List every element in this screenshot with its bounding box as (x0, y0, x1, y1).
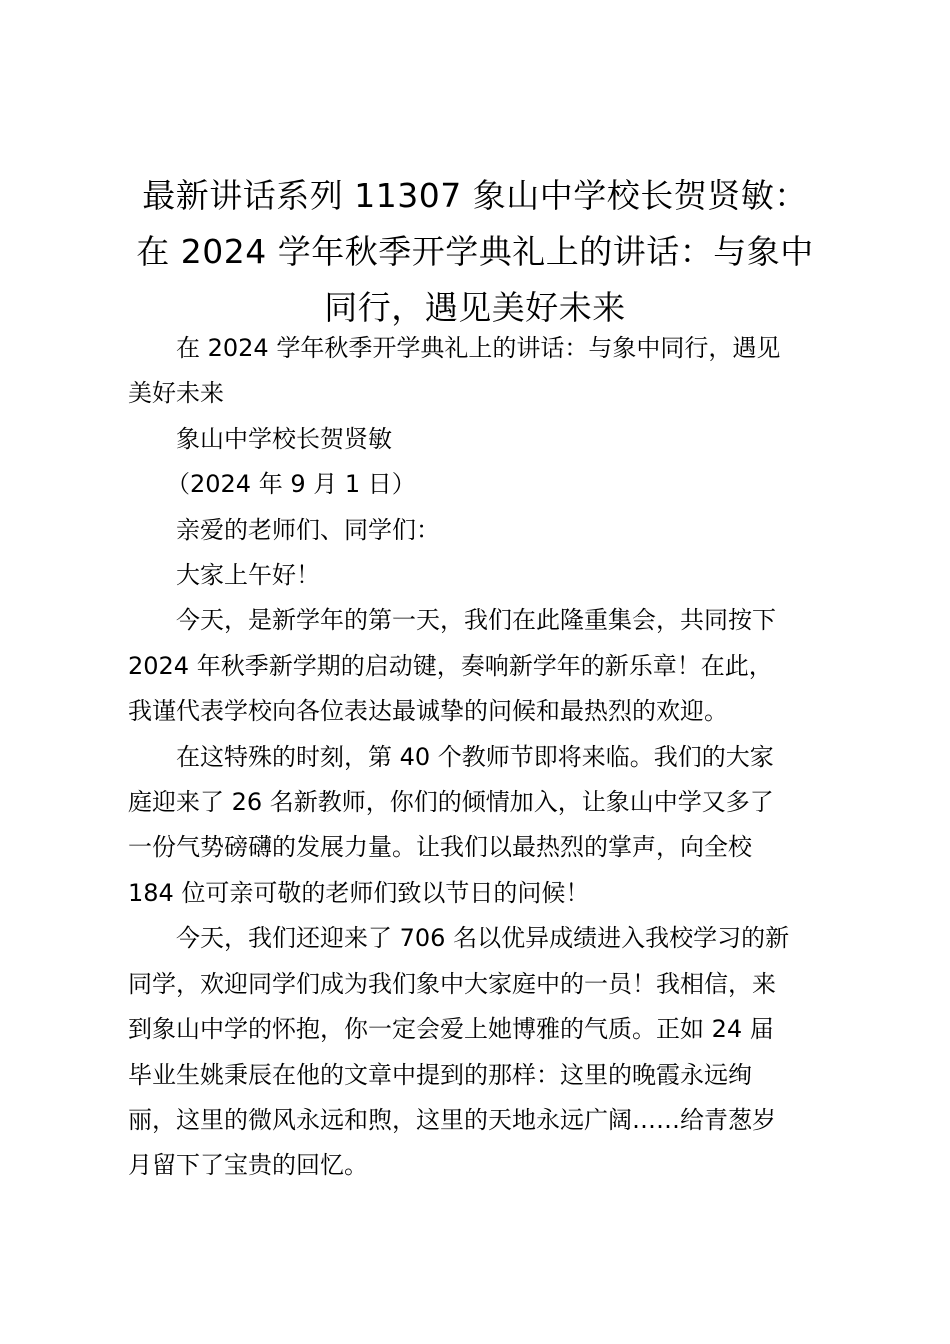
text-line: 2024 年秋季新学期的启动键，奏响新学年的新乐章！在此， (128, 651, 773, 680)
title-line: 最新讲话系列 11307 象山中学校长贺贤敏： (142, 176, 808, 215)
paragraph-date (128, 462, 828, 507)
text-line: 今天，是新学年的第一天，我们在此隆重集会，共同按下 (176, 606, 776, 635)
paragraph-body (128, 598, 828, 734)
text-line: 在这特殊的时刻，第 40 个教师节即将来临。我们的大家 (176, 742, 774, 771)
text-line: 象山中学校长贺贤敏 (176, 424, 392, 453)
text-line: （2024 年 9 月 1 日） (166, 470, 416, 499)
title-line: 在 2024 学年秋季开学典礼上的讲话：与象中 (136, 232, 814, 271)
text-line: 在 2024 学年秋季开学典礼上的讲话：与象中同行，遇见 (176, 334, 781, 362)
document-body (128, 326, 828, 1189)
paragraph-salutation (128, 508, 828, 553)
text-line: 184 位可亲可敬的老师们致以节日的问候！ (128, 878, 590, 907)
text-line: 庭迎来了 26 名新教师，你们的倾情加入，让象山中学又多了 (128, 788, 774, 817)
text-line: 我谨代表学校向各位表达最诚挚的问候和最热烈的欢迎。 (128, 697, 728, 726)
title-line: 同行，遇见美好未来 (324, 288, 626, 327)
text-line: 丽，这里的微风永远和煦，这里的天地永远广阔……给青葱岁 (128, 1105, 776, 1134)
text-line: 同学，欢迎同学们成为我们象中大家庭中的一员！我相信，来 (128, 969, 776, 998)
text-line: 毕业生姚秉辰在他的文章中提到的那样：这里的晚霞永远绚 (128, 1060, 752, 1089)
text-line: 美好未来 (128, 379, 224, 408)
paragraph-body (128, 735, 828, 917)
paragraph-speaker (128, 417, 828, 462)
text-line: 大家上午好！ (176, 561, 320, 590)
paragraph-body (128, 916, 828, 1188)
text-line: 月留下了宝贵的回忆。 (128, 1151, 368, 1180)
paragraph-greeting (128, 553, 828, 598)
text-line: 亲爱的老师们、同学们： (176, 515, 440, 544)
document-title (120, 168, 830, 336)
text-line: 今天，我们还迎来了 706 名以优异成绩进入我校学习的新 (176, 924, 790, 953)
paragraph-subtitle (128, 326, 828, 417)
text-line: 到象山中学的怀抱，你一定会爱上她博雅的气质。正如 24 届 (128, 1015, 774, 1044)
text-line: 一份气势磅礴的发展力量。让我们以最热烈的掌声，向全校 (128, 833, 752, 862)
